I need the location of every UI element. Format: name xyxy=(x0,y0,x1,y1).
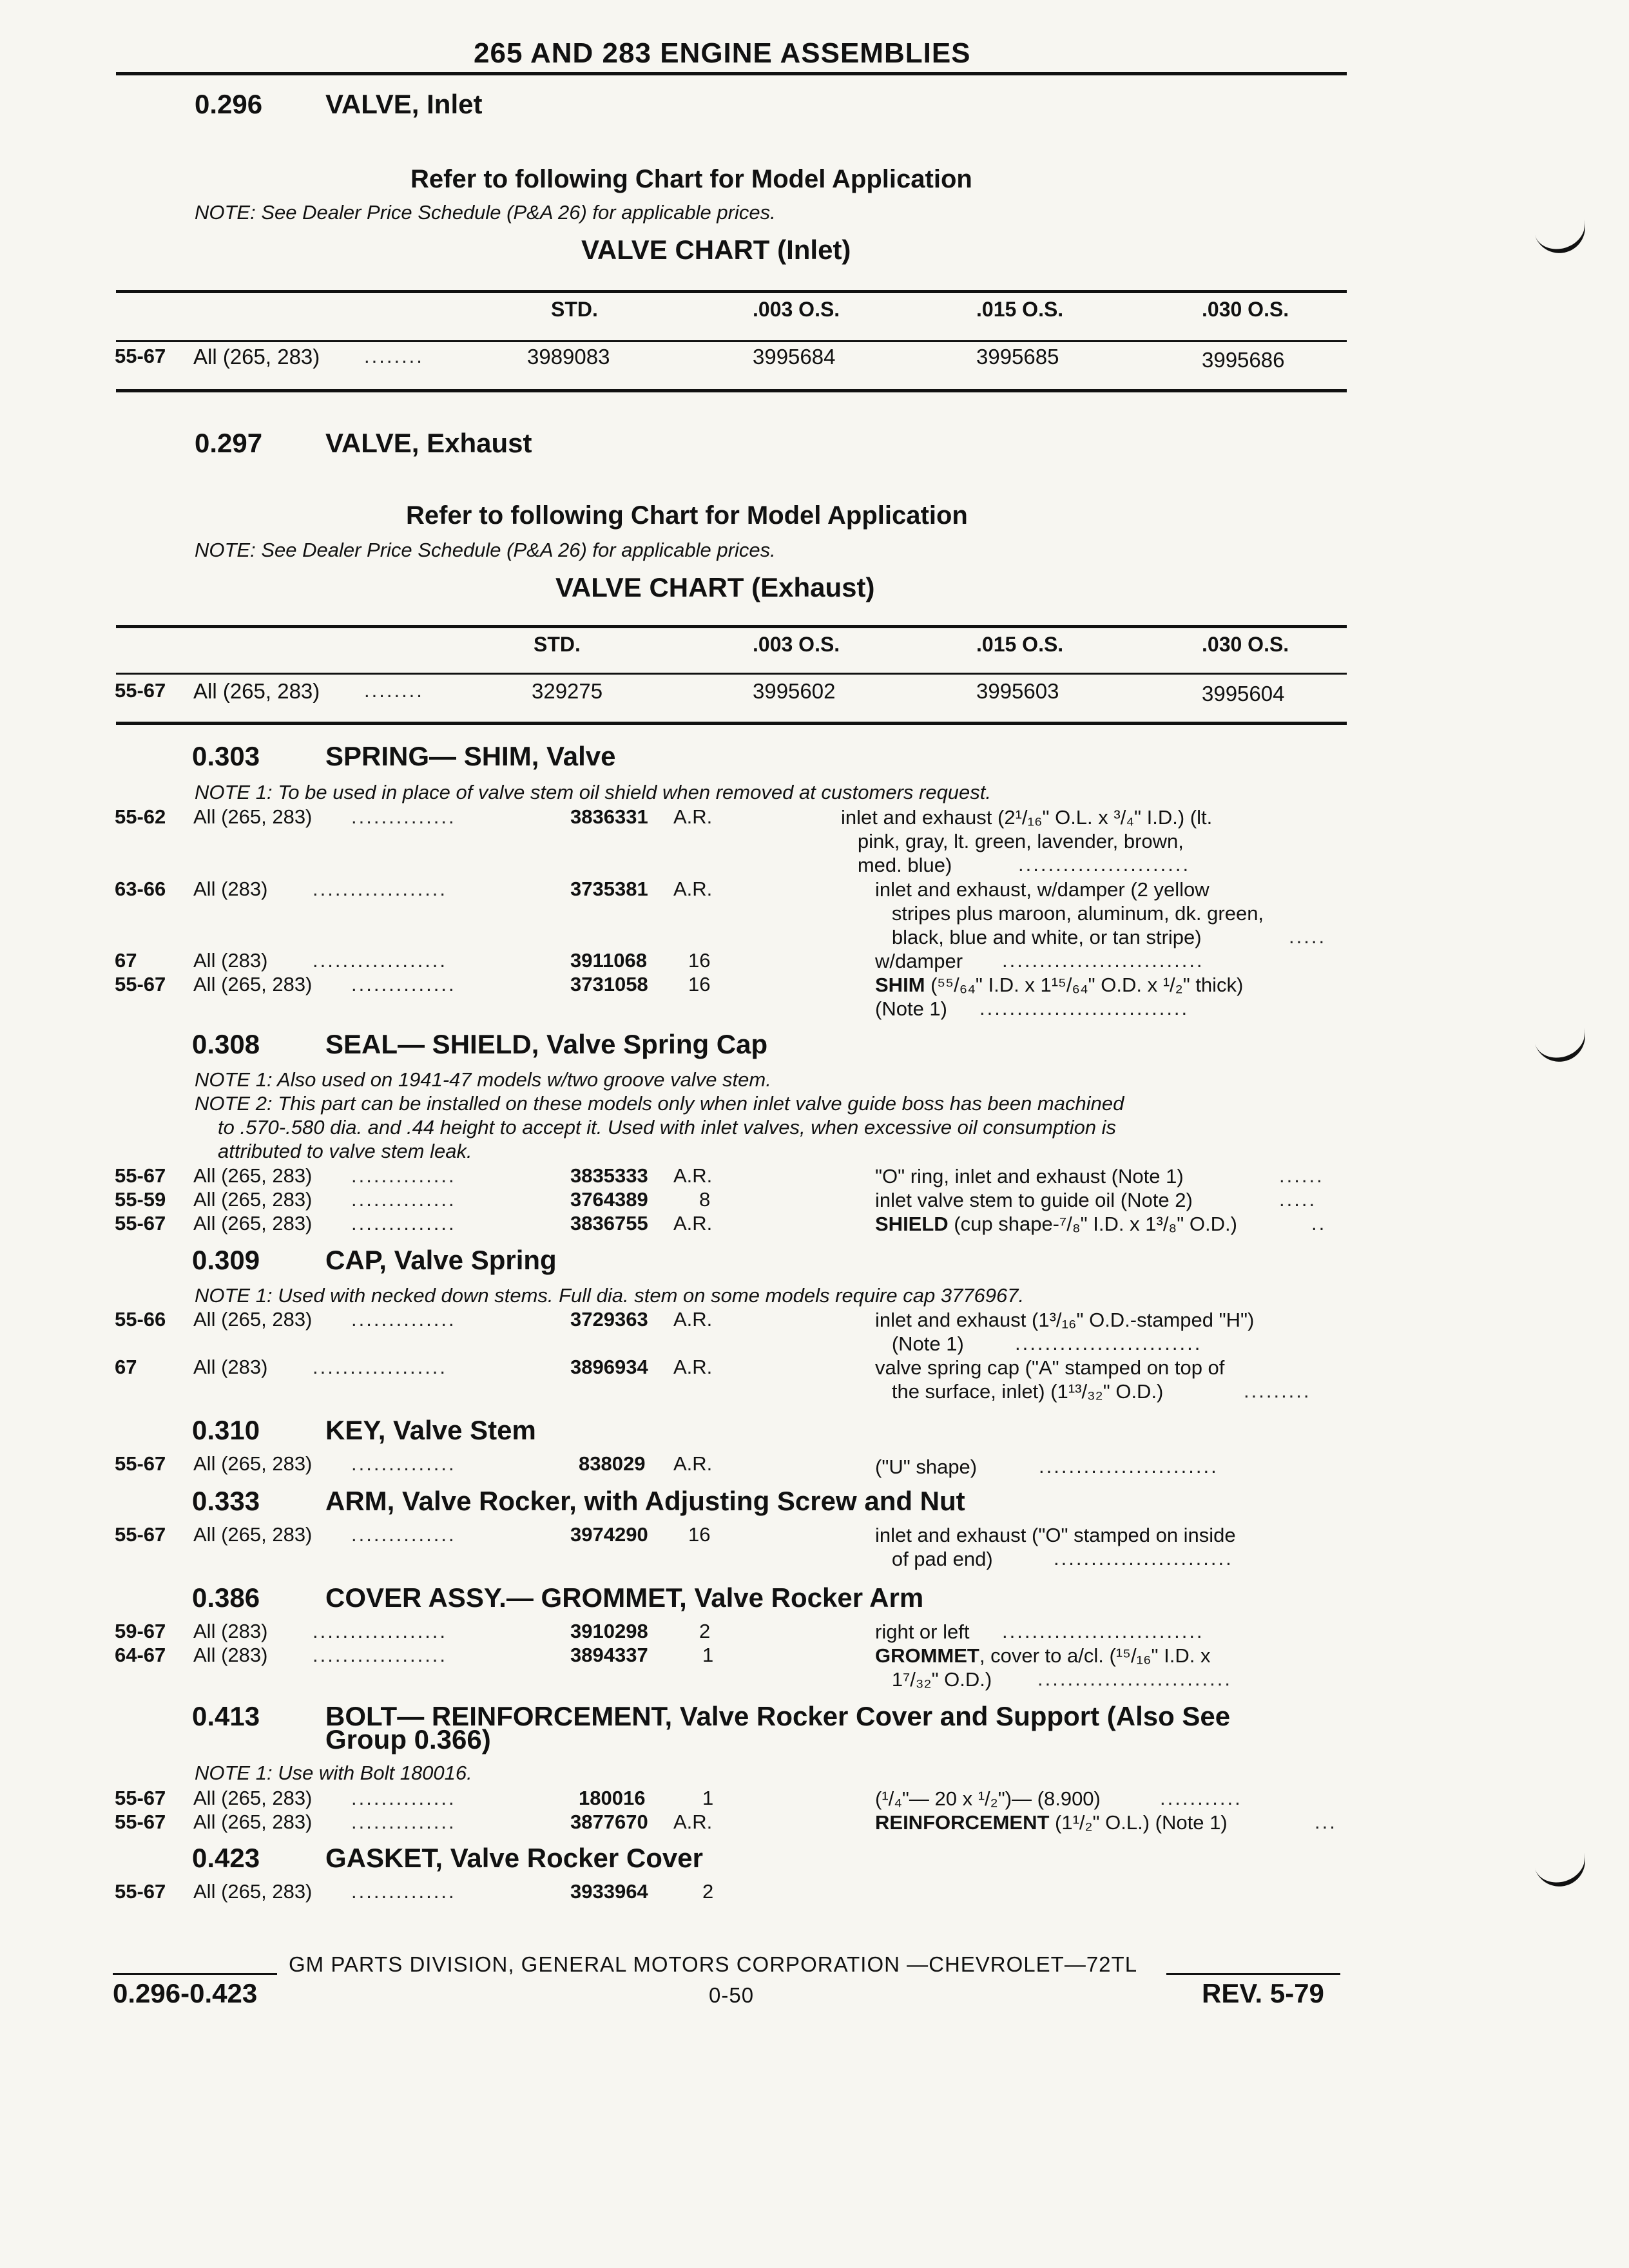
revision: REV. 5-79 xyxy=(1202,1978,1324,2008)
model-cell: All (265, 283) xyxy=(193,1188,313,1211)
chart-title: VALVE CHART (Inlet) xyxy=(581,235,851,265)
binder-mark xyxy=(1534,215,1592,260)
section-title: BOLT— REINFORCEMENT, Valve Rocker Cover and Support (Also See xyxy=(325,1701,1231,1731)
part-number: 3877670 xyxy=(570,1811,648,1833)
model-cell: All (265, 283) xyxy=(193,1523,313,1546)
leader-dots: ......... xyxy=(1244,1379,1311,1402)
part-cell: 3995604 xyxy=(1202,682,1285,706)
part-number: 3735381 xyxy=(570,878,648,900)
year-range: 64-67 xyxy=(115,1644,166,1666)
footer-division: GM PARTS DIVISION, GENERAL MOTORS CORPORATION —CHEVROLET—72TL xyxy=(289,1952,1138,1976)
leader-dots: .............. xyxy=(351,1787,456,1809)
section-number: 0.333 xyxy=(192,1486,260,1516)
part-number: 3910298 xyxy=(570,1620,648,1642)
binder-mark xyxy=(1534,1849,1592,1893)
description-text: (1¹/₂" O.L.) (Note 1) xyxy=(1049,1811,1228,1834)
description: ("U" shape) xyxy=(875,1456,978,1478)
section-note: NOTE 1: Use with Bolt 180016. xyxy=(195,1762,472,1784)
column-header: .015 O.S. xyxy=(976,633,1064,656)
section-number: 0.423 xyxy=(192,1843,260,1873)
section-number: 0.310 xyxy=(192,1415,260,1445)
page-title: 265 AND 283 ENGINE ASSEMBLIES xyxy=(474,37,971,69)
section-note: to .570-.580 dia. and .44 height to accept it. Used with inlet valves, when excessive oil consumption is xyxy=(218,1116,1117,1139)
leader-dots: .............. xyxy=(351,1880,456,1903)
leader-dots: .............. xyxy=(351,805,456,828)
part-number: 838029 xyxy=(579,1452,646,1475)
section-number: 0.413 xyxy=(192,1701,260,1731)
leader-dots: .......................... xyxy=(1037,1667,1232,1690)
description-text: (cup shape-⁷/₈" I.D. x 1³/₈" O.D.) xyxy=(948,1213,1237,1235)
chart-rule-top xyxy=(116,290,1347,293)
part-cell: 3995684 xyxy=(753,345,836,369)
quantity: 8 xyxy=(699,1188,711,1211)
description: "O" ring, inlet and exhaust (Note 1) xyxy=(875,1165,1184,1187)
model-cell: All (265, 283) xyxy=(193,1164,313,1187)
quantity: 16 xyxy=(688,1523,711,1546)
model-cell: All (283) xyxy=(193,1356,268,1378)
description xyxy=(875,1811,1228,1834)
description: inlet and exhaust ("O" stamped on inside of pad end) xyxy=(875,1524,1236,1570)
part-number: 3974290 xyxy=(570,1523,648,1546)
leader-dots: .............. xyxy=(351,1452,456,1475)
leader-dots: ........................ xyxy=(1039,1455,1219,1477)
part-cell: 3995602 xyxy=(753,679,836,703)
part-number: 3729363 xyxy=(570,1308,648,1331)
description: valve spring cap ("A" stamped on top of the surface, inlet) (1¹³/₃₂" O.D.) xyxy=(875,1356,1225,1403)
section-title-continued: Group 0.366) xyxy=(325,1724,491,1754)
chart-rule-mid xyxy=(116,340,1347,342)
model-cell: All (265, 283) xyxy=(193,1811,313,1833)
description: inlet and exhaust (2¹/₁₆" O.L. x ³/₄" I.D.) (lt. pink, gray, lt. green, lavender, brown, med. blue) xyxy=(841,806,1213,876)
description: inlet and exhaust, w/damper (2 yellow stripes plus maroon, aluminum, dk. green, black, blue and white, or tan stripe) xyxy=(875,878,1264,948)
section-title: KEY, Valve Stem xyxy=(325,1415,536,1445)
leader-dots: ........................... xyxy=(1002,949,1204,972)
year-range: 55-67 xyxy=(115,1523,166,1546)
footer-rule-right xyxy=(1166,1973,1340,1975)
section-number: 0.309 xyxy=(192,1245,260,1275)
quantity: 2 xyxy=(702,1880,714,1903)
refer-text: Refer to following Chart for Model Application xyxy=(406,501,968,530)
section-note: NOTE 1: To be used in place of valve stem oil shield when removed at customers request. xyxy=(195,781,992,803)
chart-rule-bottom xyxy=(116,722,1347,725)
description: right or left xyxy=(875,1620,970,1643)
section-title: VALVE, Exhaust xyxy=(325,428,532,458)
quantity: A.R. xyxy=(673,1308,713,1331)
leader-dots: ....................... xyxy=(1018,853,1191,876)
section-note: NOTE 1: Used with necked down stems. Full dia. stem on some models require cap 3776967. xyxy=(195,1284,1025,1307)
part-number: 3836331 xyxy=(570,805,648,828)
quantity: 16 xyxy=(688,949,711,972)
year-range: 55-67 xyxy=(115,1212,166,1235)
leader-dots: .................. xyxy=(313,878,448,900)
section-number: 0.296 xyxy=(195,89,263,119)
price-note: NOTE: See Dealer Price Schedule (P&A 26) for applicable prices. xyxy=(195,539,776,561)
part-cell: 3989083 xyxy=(527,345,610,369)
year-range: 59-67 xyxy=(115,1620,166,1642)
column-header: STD. xyxy=(551,298,598,321)
model-cell: All (265, 283) xyxy=(193,805,313,828)
quantity: A.R. xyxy=(673,805,713,828)
description: inlet and exhaust (1³/₁₆" O.D.-stamped "H") (Note 1) xyxy=(875,1309,1255,1355)
part-cell: 329275 xyxy=(532,679,603,703)
year-range: 55-67 xyxy=(115,679,166,702)
leader-dots: .............. xyxy=(351,1188,456,1211)
column-header: .003 O.S. xyxy=(753,633,840,656)
leader-dots: .................. xyxy=(313,1620,448,1642)
leader-dots: ..... xyxy=(1279,1188,1317,1211)
year-range: 55-67 xyxy=(115,1452,166,1475)
section-number: 0.308 xyxy=(192,1029,260,1059)
section-note: attributed to valve stem leak. xyxy=(218,1140,472,1162)
year-range: 55-62 xyxy=(115,805,166,828)
year-range: 55-67 xyxy=(115,345,166,367)
leader-dots: .............. xyxy=(351,1164,456,1187)
leader-dots: .............. xyxy=(351,1523,456,1546)
year-range: 55-67 xyxy=(115,1880,166,1903)
chart-rule-bottom xyxy=(116,389,1347,392)
leader-dots: .................. xyxy=(313,1356,448,1378)
part-number: 3836755 xyxy=(570,1212,648,1235)
leader-dots: ........................... xyxy=(1002,1620,1204,1642)
leader-dots: ......................... xyxy=(1015,1332,1202,1354)
leader-dots: ........ xyxy=(364,679,424,702)
section-note: NOTE 1: Also used on 1941-47 models w/two groove valve stem. xyxy=(195,1068,771,1091)
section-number: 0.303 xyxy=(192,741,260,771)
leader-dots: ........... xyxy=(1160,1787,1242,1809)
quantity: 1 xyxy=(702,1644,714,1666)
model-cell: All (265, 283) xyxy=(193,1880,313,1903)
leader-dots: ............................ xyxy=(979,997,1190,1019)
chart-rule-top xyxy=(116,625,1347,628)
part-number: 3933964 xyxy=(570,1880,648,1903)
description-keyword: GROMMET xyxy=(875,1644,979,1667)
model-cell: All (265, 283) xyxy=(193,973,313,995)
footer-range: 0.296-0.423 xyxy=(113,1978,258,2008)
model-cell: All (283) xyxy=(193,949,268,972)
section-title: SEAL— SHIELD, Valve Spring Cap xyxy=(325,1029,768,1059)
column-header: .030 O.S. xyxy=(1202,298,1289,321)
quantity: A.R. xyxy=(673,1212,713,1235)
column-header: STD. xyxy=(534,633,581,656)
model-cell: All (283) xyxy=(193,1620,268,1642)
model-cell: All (265, 283) xyxy=(193,1787,313,1809)
leader-dots: ... xyxy=(1315,1811,1337,1833)
year-range: 67 xyxy=(115,949,137,972)
leader-dots: ........................ xyxy=(1054,1547,1233,1570)
model-cell: All (265, 283) xyxy=(193,345,320,369)
leader-dots: ........ xyxy=(364,345,424,367)
part-number: 3764389 xyxy=(570,1188,648,1211)
chart-title: VALVE CHART (Exhaust) xyxy=(555,572,875,602)
page-number: 0-50 xyxy=(709,1983,755,2007)
description-keyword: SHIELD xyxy=(875,1213,949,1235)
part-number: 3731058 xyxy=(570,973,648,995)
part-number: 3894337 xyxy=(570,1644,648,1666)
leader-dots: .............. xyxy=(351,1811,456,1833)
section-title: SPRING— SHIM, Valve xyxy=(325,741,616,771)
model-cell: All (265, 283) xyxy=(193,1212,313,1235)
description-keyword: REINFORCEMENT xyxy=(875,1811,1050,1834)
section-title: COVER ASSY.— GROMMET, Valve Rocker Arm xyxy=(325,1582,924,1613)
part-cell: 3995603 xyxy=(976,679,1059,703)
model-cell: All (283) xyxy=(193,878,268,900)
header-rule xyxy=(116,72,1347,75)
section-title: ARM, Valve Rocker, with Adjusting Screw and Nut xyxy=(325,1486,965,1516)
quantity: A.R. xyxy=(673,1356,713,1378)
quantity: A.R. xyxy=(673,1164,713,1187)
model-cell: All (265, 283) xyxy=(193,679,320,703)
year-range: 55-59 xyxy=(115,1188,166,1211)
binder-mark xyxy=(1534,1024,1592,1068)
quantity: 16 xyxy=(688,973,711,995)
part-number: 3896934 xyxy=(570,1356,648,1378)
column-header: .015 O.S. xyxy=(976,298,1064,321)
column-header: .003 O.S. xyxy=(753,298,840,321)
part-number: 180016 xyxy=(579,1787,646,1809)
description-text: (⁵⁵/₆₄" I.D. x 1¹⁵/₆₄" O.D. x ¹/₂" thick) (Note 1) xyxy=(875,974,1244,1020)
year-range: 67 xyxy=(115,1356,137,1378)
leader-dots: .. xyxy=(1311,1212,1327,1235)
model-cell: All (265, 283) xyxy=(193,1308,313,1331)
leader-dots: .............. xyxy=(351,1308,456,1331)
section-title: VALVE, Inlet xyxy=(325,89,483,119)
model-cell: All (283) xyxy=(193,1644,268,1666)
refer-text: Refer to following Chart for Model Application xyxy=(410,165,972,193)
section-note: NOTE 2: This part can be installed on these models only when inlet valve guide boss has been machined xyxy=(195,1092,1124,1115)
leader-dots: ..... xyxy=(1289,925,1327,948)
quantity: A.R. xyxy=(673,878,713,900)
section-number: 0.386 xyxy=(192,1582,260,1613)
description-text: , cover to a/cl. (¹⁵/₁₆" I.D. x 1⁷/₃₂" O.D.) xyxy=(891,1644,1211,1691)
year-range: 63-66 xyxy=(115,878,166,900)
quantity: 2 xyxy=(699,1620,711,1642)
part-number: 3911068 xyxy=(570,949,647,972)
description-keyword: SHIM xyxy=(875,974,925,996)
section-number: 0.297 xyxy=(195,428,263,458)
section-title: GASKET, Valve Rocker Cover xyxy=(325,1843,703,1873)
leader-dots: .................. xyxy=(313,1644,448,1666)
leader-dots: .............. xyxy=(351,973,456,995)
description: (¹/₄"— 20 x ¹/₂")— (8.900) xyxy=(875,1787,1101,1810)
year-range: 55-67 xyxy=(115,1787,166,1809)
leader-dots: ...... xyxy=(1279,1164,1324,1187)
price-note: NOTE: See Dealer Price Schedule (P&A 26) for applicable prices. xyxy=(195,201,776,224)
year-range: 55-67 xyxy=(115,973,166,995)
year-range: 55-66 xyxy=(115,1308,166,1331)
description xyxy=(875,1212,1237,1236)
footer-rule-left xyxy=(113,1973,277,1975)
description: inlet valve stem to guide oil (Note 2) xyxy=(875,1189,1193,1211)
quantity: A.R. xyxy=(673,1452,713,1475)
quantity: A.R. xyxy=(673,1811,713,1833)
year-range: 55-67 xyxy=(115,1164,166,1187)
leader-dots: .............. xyxy=(351,1212,456,1235)
chart-rule-mid xyxy=(116,673,1347,675)
part-number: 3835333 xyxy=(570,1164,648,1187)
section-title: CAP, Valve Spring xyxy=(325,1245,557,1275)
part-cell: 3995686 xyxy=(1202,348,1285,372)
part-cell: 3995685 xyxy=(976,345,1059,369)
column-header: .030 O.S. xyxy=(1202,633,1289,656)
model-cell: All (265, 283) xyxy=(193,1452,313,1475)
quantity: 1 xyxy=(702,1787,714,1809)
description: w/damper xyxy=(875,950,963,972)
leader-dots: .................. xyxy=(313,949,448,972)
year-range: 55-67 xyxy=(115,1811,166,1833)
